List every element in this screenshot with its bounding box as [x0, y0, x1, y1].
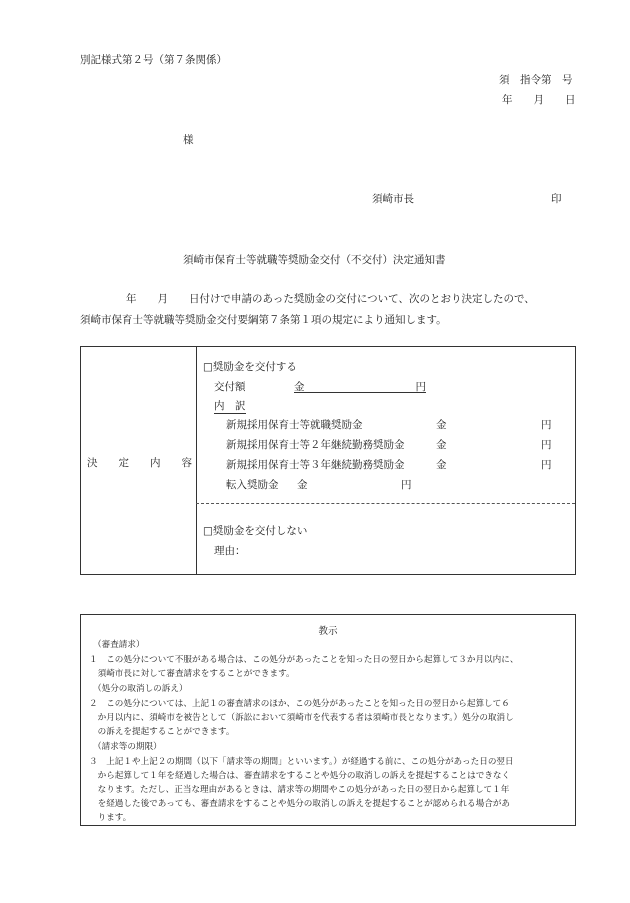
body-line-2: 須崎市保育士等就職等奨励金交付要綱第７条第１項の規定により通知します。	[80, 314, 447, 326]
notice-line: 須崎市長に対して審査請求をすることができます。	[89, 669, 295, 679]
breakdown-item-suffix: 円	[541, 439, 552, 451]
document-number: 須 指令第 号	[499, 74, 573, 86]
issue-date: 年 月 日	[502, 94, 576, 106]
form-label: 別記様式第２号（第７条関係）	[80, 54, 227, 66]
notice-line: を経過した後であっても、審査請求をすることや処分の取消しの訴えを提起することが認められる場合があ	[89, 799, 511, 809]
breakdown-item-label: 新規採用保育士等３年継続勤務奨励金	[226, 459, 405, 471]
transfer-grant-prefix: 金	[297, 479, 308, 491]
notice-line: の訴えを提起することができます。	[89, 727, 235, 737]
notice-line: ります。	[89, 813, 132, 823]
body-line-1: 年 月 日付けで申請のあった奨励金の交付について、次のとおり決定したので、	[126, 293, 535, 305]
decision-label: 決 定 内 容	[87, 457, 192, 469]
notice-line: か月以内に、須崎市を被告として（訴訟において須崎市を代表する者は須崎市長となります。）処分の取消し	[89, 713, 514, 723]
breakdown-label: 内 訳	[214, 400, 246, 412]
notice-heading: （処分の取消しの訴え）	[93, 684, 188, 694]
issuer-title: 須崎市長	[372, 193, 414, 205]
notice-heading: （審査請求）	[93, 640, 145, 650]
notice-title: 教示	[318, 626, 338, 637]
no-grant-checkbox-label[interactable]: □奨励金を交付しない	[203, 525, 308, 537]
breakdown-item-suffix: 円	[541, 459, 552, 471]
notice-heading: （請求等の期限）	[93, 742, 162, 752]
notice-line: から起算して１年を経過した場合は、審査請求をすることや処分の取消しの訴えを提起することはできなく	[89, 771, 511, 781]
breakdown-item-prefix: 金	[436, 419, 447, 431]
notice-line: なります。ただし、正当な理由があるときは、請求等の期間やこの処分があった日の翌日から起算して１年	[89, 785, 510, 795]
breakdown-item-suffix: 円	[541, 419, 552, 431]
breakdown-item-label: 新規採用保育士等就職奨励金	[226, 419, 363, 431]
breakdown-item-prefix: 金	[436, 439, 447, 451]
notice-line: １ この処分について不服がある場合は、この処分があったことを知った日の翌日から起算して３か月以内に、	[89, 655, 519, 665]
decision-dashed-separator	[196, 503, 575, 504]
notice-line: ２ この処分については、上記１の審査請求のほか、この処分があったことを知った日の翌日から起算して６	[89, 699, 510, 709]
grant-amount-field	[294, 379, 426, 393]
breakdown-item-label: 新規採用保育士等２年継続勤務奨励金	[226, 439, 405, 451]
grant-amount-label: 交付額	[214, 381, 246, 393]
document-title: 須崎市保育士等就職等奨励金交付（不交付）決定通知書	[183, 254, 446, 266]
no-grant-reason-label: 理由：	[214, 545, 246, 557]
breakdown-item-prefix: 金	[436, 459, 447, 471]
appeal-notice-box	[80, 614, 576, 826]
transfer-grant-label: 転入奨励金	[226, 479, 279, 491]
issuer-seal: 印	[551, 193, 562, 205]
grant-checkbox-label[interactable]: □奨励金を交付する	[203, 361, 297, 373]
transfer-grant-suffix: 円	[401, 479, 412, 491]
grant-amount-prefix: 金	[294, 381, 305, 393]
decision-table	[80, 346, 576, 575]
grant-amount-suffix: 円	[415, 381, 426, 393]
addressee-honorific: 様	[183, 134, 194, 146]
notice-line: ３ 上記１や上記２の期間（以下「請求等の期間」といいます。）が経過する前に、この処分があった日の翌日	[89, 757, 514, 767]
decision-divider	[196, 347, 197, 574]
